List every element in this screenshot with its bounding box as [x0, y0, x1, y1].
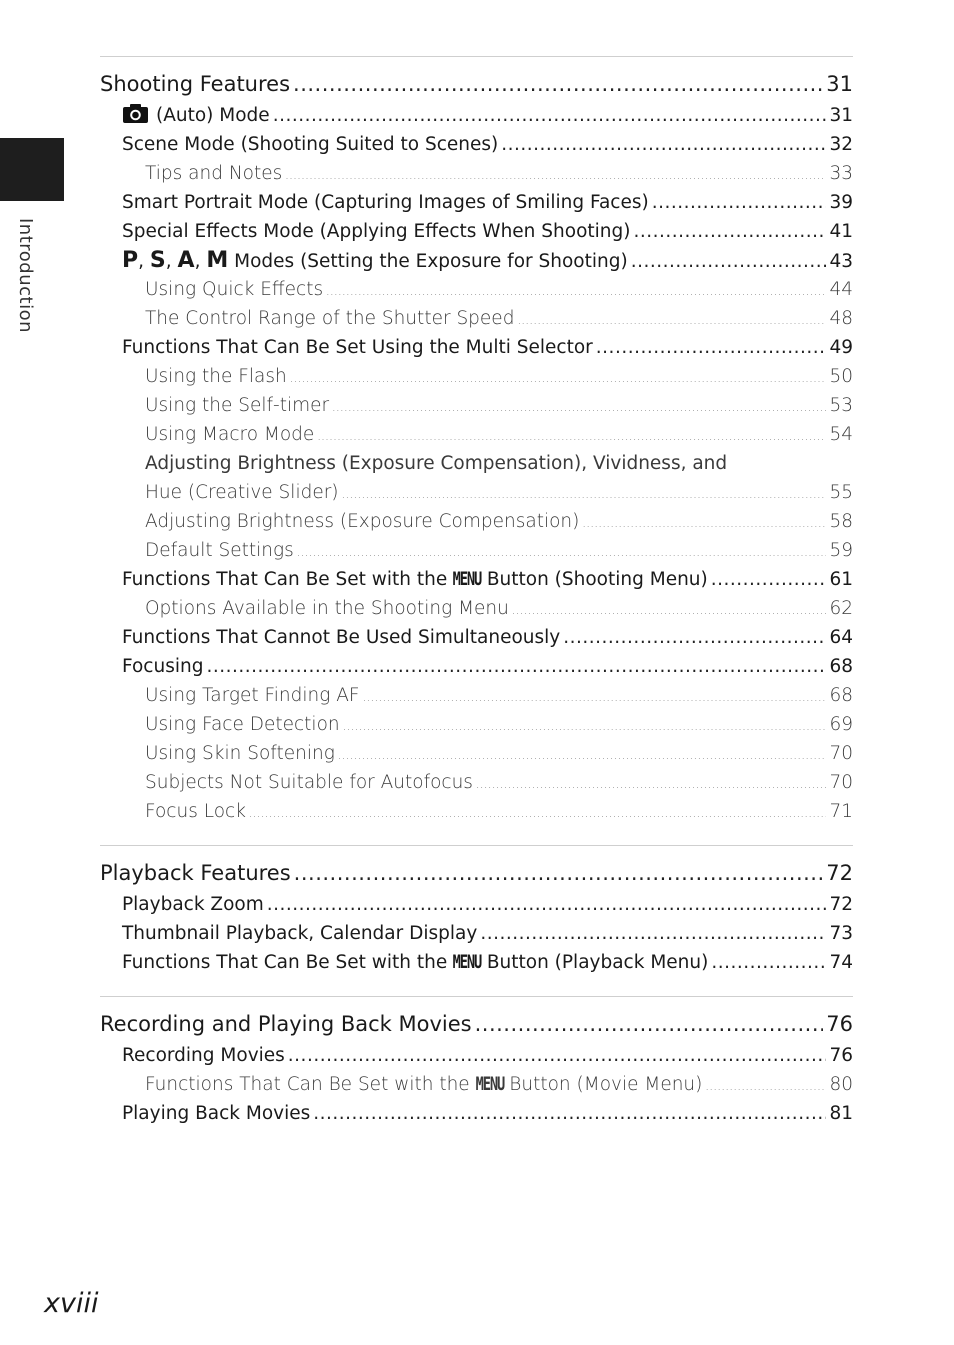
toc-entry-thumbnail[interactable]: Thumbnail Playback, Calendar Display ..... 73: [100, 919, 853, 948]
toc-entry-focus-lock[interactable]: Focus Lock ..... 71: [100, 797, 853, 826]
toc-entry-recording-movies[interactable]: Recording Movies ..... 76: [100, 1041, 853, 1070]
toc-entry-scene-mode[interactable]: Scene Mode (Shooting Suited to Scenes) ..... 32: [100, 130, 853, 159]
toc-entry-skin-softening[interactable]: Using Skin Softening ..... 70: [100, 739, 853, 768]
menu-button-icon: MENU: [452, 951, 482, 973]
chapter-tab: [0, 138, 64, 201]
toc-entry-not-suitable-af[interactable]: Subjects Not Suitable for Autofocus ..... 70: [100, 768, 853, 797]
toc-entry-simultaneous[interactable]: Functions That Cannot Be Used Simultaneously ..... 64: [100, 623, 853, 652]
toc-entry-movie-menu[interactable]: Functions That Can Be Set with the MENU Button (Movie Menu) ..... 80: [100, 1070, 853, 1099]
toc-entry-playback-features[interactable]: Playback Features ..... 72: [100, 856, 853, 890]
p-mode-icon: P: [122, 248, 139, 273]
toc-entry-playback-zoom[interactable]: Playback Zoom ..... 72: [100, 890, 853, 919]
a-mode-icon: A: [177, 248, 195, 273]
toc-entry-smart-portrait[interactable]: Smart Portrait Mode (Capturing Images of Smiling Faces) ..... 39: [100, 188, 853, 217]
menu-button-icon: MENU: [452, 568, 482, 590]
toc-entry-shooting-menu-options[interactable]: Options Available in the Shooting Menu ..... 62: [100, 594, 853, 623]
page-number: xviii: [44, 1288, 99, 1319]
toc-entry-shooting-features[interactable]: Shooting Features ..... 31: [100, 67, 853, 101]
toc-entry-psam-modes[interactable]: P, S, A, M Modes (Setting the Exposure for Shooting) ..... 43: [100, 246, 853, 275]
toc-entry-target-af[interactable]: Using Target Finding AF ..... 68: [100, 681, 853, 710]
m-mode-icon: M: [206, 248, 229, 273]
toc-entry-macro[interactable]: Using Macro Mode ..... 54: [100, 420, 853, 449]
toc-entry-brightness-vivid-line1[interactable]: Adjusting Brightness (Exposure Compensation), Vividness, and: [145, 453, 728, 474]
toc-entry-self-timer[interactable]: Using the Self-timer ..... 53: [100, 391, 853, 420]
toc-entry-auto-mode[interactable]: (Auto) Mode ..... 31: [100, 101, 853, 130]
toc-entry-shutter-range[interactable]: The Control Range of the Shutter Speed ..... 48: [100, 304, 853, 333]
section-movies: [100, 996, 853, 1128]
toc-entry-playback-menu[interactable]: Functions That Can Be Set with the MENU Button (Playback Menu) ..... 74: [100, 948, 853, 977]
toc-entry-special-effects[interactable]: Special Effects Mode (Applying Effects When Shooting) ..... 41: [100, 217, 853, 246]
toc-entry-playing-movies[interactable]: Playing Back Movies ..... 81: [100, 1099, 853, 1128]
toc-entry-flash[interactable]: Using the Flash ..... 50: [100, 362, 853, 391]
camera-icon: [122, 103, 149, 124]
toc-entry-tips-notes[interactable]: Tips and Notes ..... 33: [100, 159, 853, 188]
toc-entry-focusing[interactable]: Focusing ..... 68: [100, 652, 853, 681]
toc-entry-default-settings[interactable]: Default Settings ..... 59: [100, 536, 853, 565]
table-of-contents: [100, 56, 853, 1147]
toc-entry-brightness[interactable]: Adjusting Brightness (Exposure Compensation) ..... 58: [100, 507, 853, 536]
toc-entry-multi-selector[interactable]: Functions That Can Be Set Using the Multi Selector ..... 49: [100, 333, 853, 362]
s-mode-icon: S: [149, 248, 166, 273]
toc-entry-brightness-vivid[interactable]: Hue (Creative Slider) ..... 55: [100, 478, 853, 507]
toc-entry-movies[interactable]: Recording and Playing Back Movies ..... 76: [100, 1007, 853, 1041]
section-shooting-features: [100, 56, 853, 826]
toc-entry-shooting-menu[interactable]: Functions That Can Be Set with the MENU Button (Shooting Menu) ..... 61: [100, 565, 853, 594]
section-playback-features: [100, 845, 853, 977]
toc-entry-quick-effects[interactable]: Using Quick Effects ..... 44: [100, 275, 853, 304]
chapter-label: Introduction: [15, 218, 36, 334]
toc-entry-face-detection[interactable]: Using Face Detection ..... 69: [100, 710, 853, 739]
menu-button-icon: MENU: [475, 1073, 504, 1095]
